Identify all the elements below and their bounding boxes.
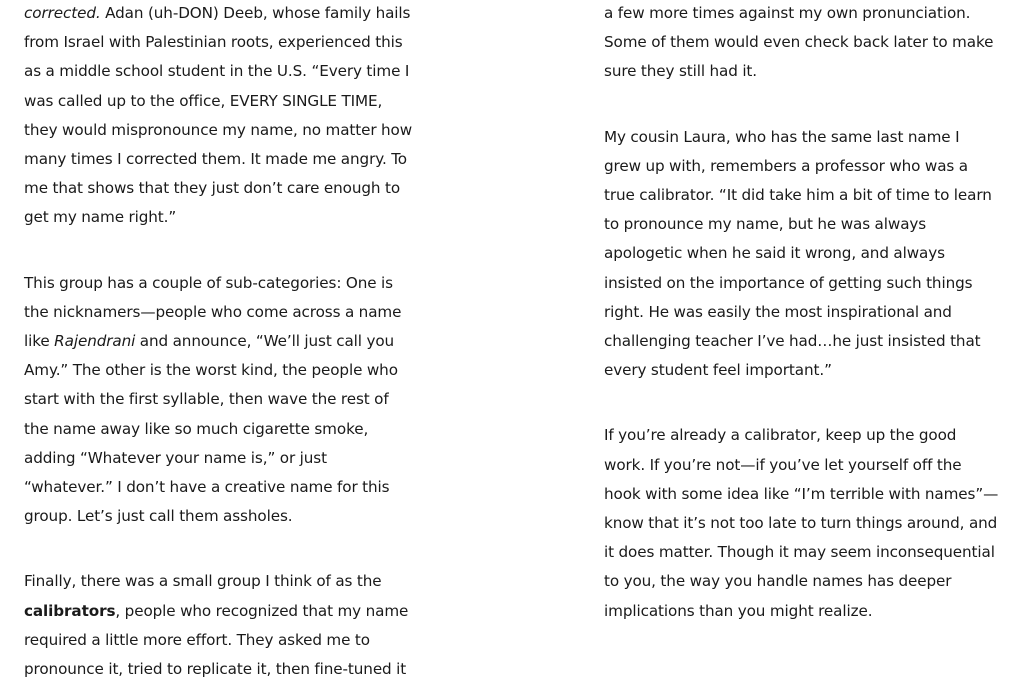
paragraph-text: Finally, there was a small group I think of as the <box>24 572 382 591</box>
emphasis-corrected: corrected. <box>24 4 101 22</box>
article-column-right <box>604 0 999 626</box>
paragraph-text: Adan (uh-DON) Deeb, whose family hails from Israel with Palestinian roots, experienced this as a middle school student in the U.S. “Every time I was called up to the office, EVERY SINGLE TIME, they would mispronounce my name, no matter how many times I corrected them. It made me angry. To me that shows that they just don’t care enough to get my name right.” <box>24 4 413 227</box>
paragraph-text: This group has a couple of sub-categories: One is the nicknamers—people who come across a name like <box>24 273 402 351</box>
bold-calibrators: calibrators <box>24 601 116 620</box>
paragraph-adan-deeb <box>24 0 414 233</box>
emphasis-rajendrani: Rajendrani <box>54 332 136 351</box>
paragraph-text: and announce, “We’ll just call you Amy.” The other is the worst kind, the people who start with the first syllable, then wave the rest of the name away like so much cigarette smoke, adding “Whatever your name is,” or just “whatever.” I don’t have a creative name for this group. Let’s just call them assholes. <box>24 332 398 526</box>
paragraph-text: , people who recognized that my name required a little more effort. They asked me to pronounce it, tried to replicate it, then fine-tuned it <box>24 601 409 679</box>
paragraph-sub-categories <box>24 269 414 532</box>
paragraph-calibrators <box>24 567 414 684</box>
paragraph-cousin-laura: My cousin Laura, who has the same last name I grew up with, remembers a professor who was a true calibrator. “It did take him a bit of time to learn to pronounce my name, but he was always apologetic when he said it wrong, and always insisted on the importance of getting such things right. He was easily the most inspirational and challenging teacher I’ve had…he just insisted that every student feel important.” <box>604 127 992 380</box>
paragraph-keep-up: If you’re already a calibrator, keep up the good work. If you’re not—if you’ve let yourself off the hook with some idea like “I’m terrible with names”—know that it’s not too late to turn things around, and it does matter. Though it may seem inconsequential to you, the way you handle names has deeper implications than you might realize. <box>604 426 999 620</box>
paragraph-pronunciation: a few more times against my own pronunciation. Some of them would even check back later to make sure they still had it. <box>604 4 994 81</box>
article-column-left <box>24 0 414 684</box>
